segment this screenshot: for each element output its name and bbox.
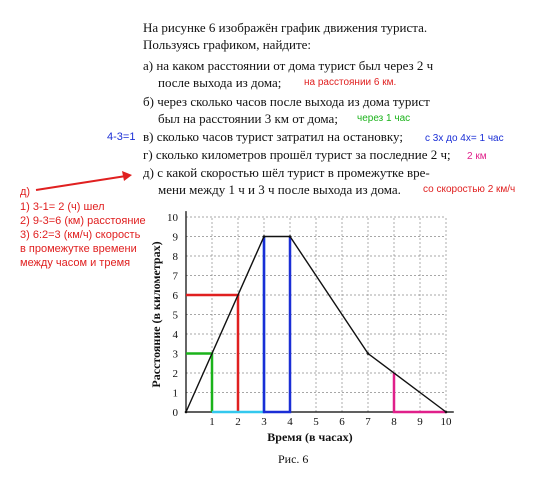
solution-d-label: д): [20, 186, 31, 198]
x-tick-label: 2: [235, 416, 241, 428]
y-tick-label: 10: [167, 212, 178, 224]
series-point: [367, 352, 370, 355]
series-point: [289, 235, 292, 238]
x-tick-label: 1: [209, 416, 215, 428]
series-point: [185, 411, 188, 414]
answer-v: с 3х до 4х= 1 час: [425, 133, 504, 144]
answer-g: 2 км: [467, 151, 487, 162]
question-d-line-1: д) с какой скоростью шёл турист в промежутке вре-: [143, 165, 430, 180]
question-d-line-2: мени между 1 ч и 3 ч после выхода из дома.: [158, 182, 401, 197]
y-tick-label: 5: [172, 309, 178, 322]
x-tick-label: 7: [365, 416, 371, 428]
solution-d-step-3-cont-2: между часом и тремя: [20, 257, 131, 269]
series-point: [263, 235, 266, 238]
problem-intro-1: На рисунке 6 изображён график движения туриста.: [143, 20, 428, 35]
y-tick-label: 6: [172, 290, 178, 302]
problem-intro-2: Пользуясь графиком, найдите:: [143, 37, 312, 52]
answer-v-calculation: 4-3=1: [107, 131, 136, 143]
y-tick-label: 9: [172, 231, 178, 244]
question-a-line-1: а) на каком расстоянии от дома турист был через 2 ч: [143, 58, 434, 73]
solution-d-step-3: 3) 6:2=3 (км/ч) скорость: [20, 229, 141, 241]
solution-d-step-2: 2) 9-3=6 (км) расстояние: [20, 215, 146, 227]
question-g: г) сколько километров прошёл турист за последние 2 ч;: [143, 147, 451, 162]
y-tick-label: 3: [172, 348, 178, 361]
question-v: в) сколько часов турист затратил на остановку;: [143, 129, 403, 144]
answer-a: на расстоянии 6 км.: [304, 77, 397, 88]
y-axis-label: Расстояние (в километрах): [149, 241, 163, 388]
y-tick-label: 7: [172, 270, 178, 283]
x-tick-label: 6: [339, 416, 345, 428]
x-tick-label: 10: [440, 416, 452, 428]
figure-caption: Рис. 6: [278, 452, 309, 466]
question-b-line-1: б) через сколько часов после выхода из дома турист: [143, 94, 430, 109]
x-tick-label: 5: [313, 416, 319, 428]
solution-d-step-3-cont-1: в промежутке времени: [20, 243, 137, 255]
question-b-line-2: был на расстоянии 3 км от дома;: [158, 111, 338, 126]
answer-b: через 1 час: [357, 113, 411, 124]
solution-d-step-1: 1) 3-1= 2 (ч) шел: [20, 201, 105, 213]
y-tick-label: 8: [172, 251, 178, 263]
x-tick-label: 9: [417, 416, 423, 428]
question-a-line-2: после выхода из дома;: [158, 75, 282, 90]
y-tick-label: 2: [172, 368, 178, 380]
x-tick-label: 8: [391, 416, 397, 428]
answer-d: со скоростью 2 км/ч: [423, 184, 516, 195]
x-tick-label: 3: [261, 416, 267, 428]
y-tick-label: 0: [172, 407, 178, 419]
y-tick-label: 4: [172, 329, 178, 341]
x-tick-label: 4: [287, 416, 293, 428]
x-axis-label: Время (в часах): [267, 430, 353, 444]
annotation-blue: [264, 237, 290, 413]
series-point: [445, 411, 448, 414]
y-tick-label: 1: [172, 387, 178, 400]
